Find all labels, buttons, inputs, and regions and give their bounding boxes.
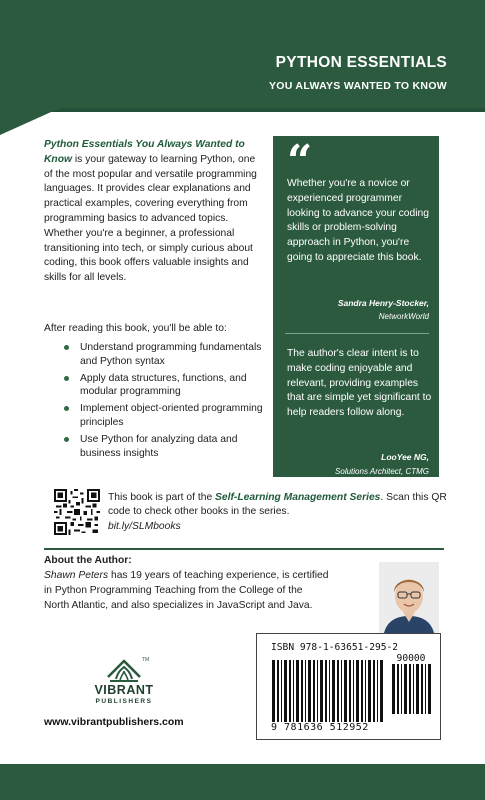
testimonial-1-author: Sandra Henry-Stocker, <box>337 298 429 308</box>
book-title: PYTHON ESSENTIALS <box>275 54 447 71</box>
publisher-sub: PUBLISHERS <box>95 698 153 705</box>
qr-code[interactable] <box>54 489 100 535</box>
footer-band <box>0 764 485 800</box>
about-heading: About the Author: <box>44 555 132 566</box>
book-subtitle: YOU ALWAYS WANTED TO KNOW <box>268 80 447 92</box>
testimonial-2-author: LooYee NG, <box>381 452 429 462</box>
testimonial-1-text: Whether you're a novice or experienced programmer looking to advance your coding skills or problem-solving approach in Python, you're going to appreciate this book. <box>287 178 429 263</box>
addon-barcode <box>391 664 431 714</box>
author-photo <box>379 562 439 638</box>
description-body: is your gateway to learning Python, one of the most popular and versatile programming languages. It provides clear explanations and practical examples, covering everything from programming basics to advanced topics. Whether you're a beginner, a professional transitioning into tech, or simply curious about coding, this book offers valuable insights and skills for all levels. <box>44 153 257 284</box>
list-item: Implement object-oriented programming principles <box>44 402 266 429</box>
publisher-name: VIBRANT <box>94 683 154 697</box>
list-item: Use Python for analyzing data and business insights <box>44 433 266 460</box>
isbn-text: ISBN 978-1-63651-295-2 <box>271 642 399 653</box>
about-text: has 19 years of teaching experience, is certified in Python Programming Teaching from the College of the North Atlantic, and also specializes in JavaScript and Java. <box>44 570 329 611</box>
list-item: Apply data structures, functions, and modular programming <box>44 372 266 399</box>
book-description <box>44 138 266 286</box>
series-prefix: This book is part of the <box>108 492 216 503</box>
quotation-mark-icon: “ <box>287 136 313 187</box>
testimonials-box <box>273 136 439 477</box>
list-item: Understand programming fundamentals and Python syntax <box>44 341 266 368</box>
series-suffix: . Scan this QR code to check other books in the series. <box>108 492 447 518</box>
testimonial-2-affiliation: Solutions Architect, CTMG <box>335 467 429 476</box>
price-code: 90000 <box>396 653 426 664</box>
ean-digits: 9 781636 512952 <box>271 722 369 733</box>
testimonial-divider <box>285 333 429 334</box>
author-name: Shawn Peters <box>44 570 109 581</box>
series-link[interactable]: bit.ly/SLMbooks <box>108 520 181 532</box>
testimonial-1-affiliation: NetworkWorld <box>378 312 429 321</box>
series-note <box>108 491 448 534</box>
description-book-title: Python Essentials You Always Wanted to Know <box>44 139 245 165</box>
section-divider <box>44 548 444 550</box>
about-body <box>44 569 330 613</box>
svg-text:TM: TM <box>142 657 150 663</box>
publisher-website[interactable]: www.vibrantpublishers.com <box>44 716 184 728</box>
testimonial-2-text: The author's clear intent is to make coding enjoyable and relevant, providing examples that are simple yet significant to help readers follow along. <box>287 348 432 419</box>
isbn-barcode <box>271 660 385 722</box>
series-name: Self-Learning Management Series <box>215 492 381 503</box>
barcode-box <box>256 633 441 740</box>
outcomes-list <box>44 341 266 464</box>
outcomes-intro: After reading this book, you'll be able to: <box>44 323 227 334</box>
